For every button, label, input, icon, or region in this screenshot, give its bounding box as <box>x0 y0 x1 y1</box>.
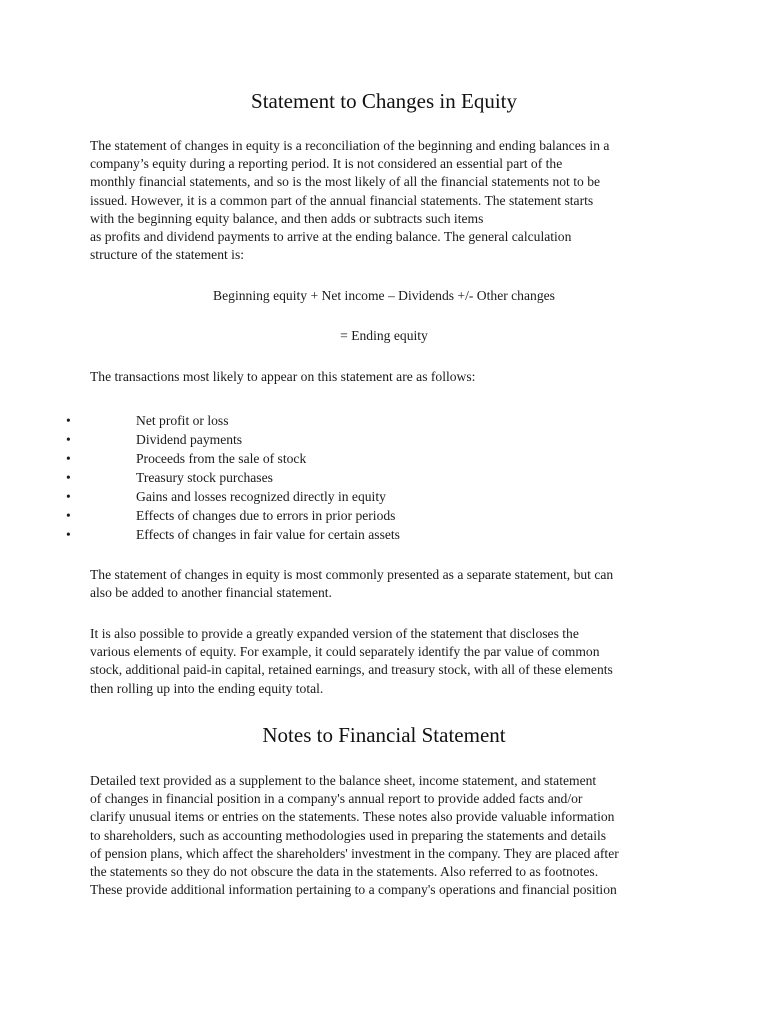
text-line: monthly financial statements, and so is the most likely of all the financial statements not to be <box>90 174 601 190</box>
list-item <box>62 430 400 449</box>
bullet-icon: • <box>66 451 71 466</box>
bullet-icon: • <box>66 413 71 428</box>
list-item <box>62 525 400 544</box>
list-item-text: Dividend payments <box>136 432 243 447</box>
text-line: various elements of equity. For example, it could separately identify the par value of common <box>90 644 600 660</box>
bullet-icon: • <box>66 508 71 523</box>
list-item-text: Effects of changes in fair value for certain assets <box>136 527 400 542</box>
list-item <box>62 506 400 525</box>
text-line: with the beginning equity balance, and then adds or subtracts such items <box>90 210 484 226</box>
text-line: structure of the statement is: <box>90 247 245 263</box>
list-item <box>62 449 400 468</box>
text-line: to shareholders, such as accounting methodologies used in preparing the statements and details <box>90 827 607 843</box>
text-line: company’s equity during a reporting period. It is not considered an essential part of the <box>90 156 563 172</box>
bullet-icon: • <box>66 489 71 504</box>
bullet-icon: • <box>66 527 71 542</box>
text-line: as profits and dividend payments to arrive at the ending balance. The general calculation <box>90 229 572 245</box>
text-line: the statements so they do not obscure the data in the statements. Also referred to as footnotes. <box>90 864 599 880</box>
text-line: also be added to another financial statement. <box>90 585 332 601</box>
list-item <box>62 487 400 506</box>
bullet-icon: • <box>66 470 71 485</box>
text-line: The statement of changes in equity is most commonly presented as a separate statement, but can <box>90 567 614 582</box>
text-line: stock, additional paid-in capital, retained earnings, and treasury stock, with all of these elements <box>90 662 613 678</box>
text-line: It is also possible to provide a greatly expanded version of the statement that discloses the <box>90 626 579 641</box>
list-item <box>62 411 400 430</box>
bullet-icon: • <box>66 432 71 447</box>
section-title-equity: Statement to Changes in Equity <box>251 89 517 113</box>
list-item-text: Net profit or loss <box>136 413 229 428</box>
paragraph-expanded-version <box>90 625 690 698</box>
list-item-text: Gains and losses recognized directly in equity <box>136 489 386 504</box>
formula-line-1: Beginning equity + Net income – Dividends +/- Other changes <box>213 288 555 303</box>
text-line: clarify unusual items or entries on the statements. These notes also provide valuable information <box>90 809 615 825</box>
formula-line-2: = Ending equity <box>340 328 428 343</box>
text-line: The transactions most likely to appear on this statement are as follows: <box>90 369 476 384</box>
transactions-list <box>62 411 400 544</box>
text-line: then rolling up into the ending equity total. <box>90 680 324 696</box>
section-title-notes: Notes to Financial Statement <box>262 723 506 747</box>
paragraph-separate-statement <box>90 566 690 602</box>
text-line: issued. However, it is a common part of the annual financial statements. The statement starts <box>90 192 594 208</box>
text-line: Detailed text provided as a supplement to the balance sheet, income statement, and statement <box>90 773 597 788</box>
list-item-text: Treasury stock purchases <box>136 470 273 485</box>
text-line: of pension plans, which affect the shareholders' investment in the company. They are placed after <box>90 845 619 861</box>
list-item <box>62 468 400 487</box>
list-item-text: Effects of changes due to errors in prior periods <box>136 508 396 523</box>
notes-paragraph <box>90 772 690 899</box>
list-intro <box>90 368 690 386</box>
list-item-text: Proceeds from the sale of stock <box>136 451 307 466</box>
intro-paragraph <box>90 137 690 264</box>
text-line: These provide additional information pertaining to a company's operations and financial position <box>90 882 617 898</box>
text-line: The statement of changes in equity is a reconciliation of the beginning and ending balances in a <box>90 138 610 153</box>
text-line: of changes in financial position in a company's annual report to provide added facts and/or <box>90 791 583 807</box>
